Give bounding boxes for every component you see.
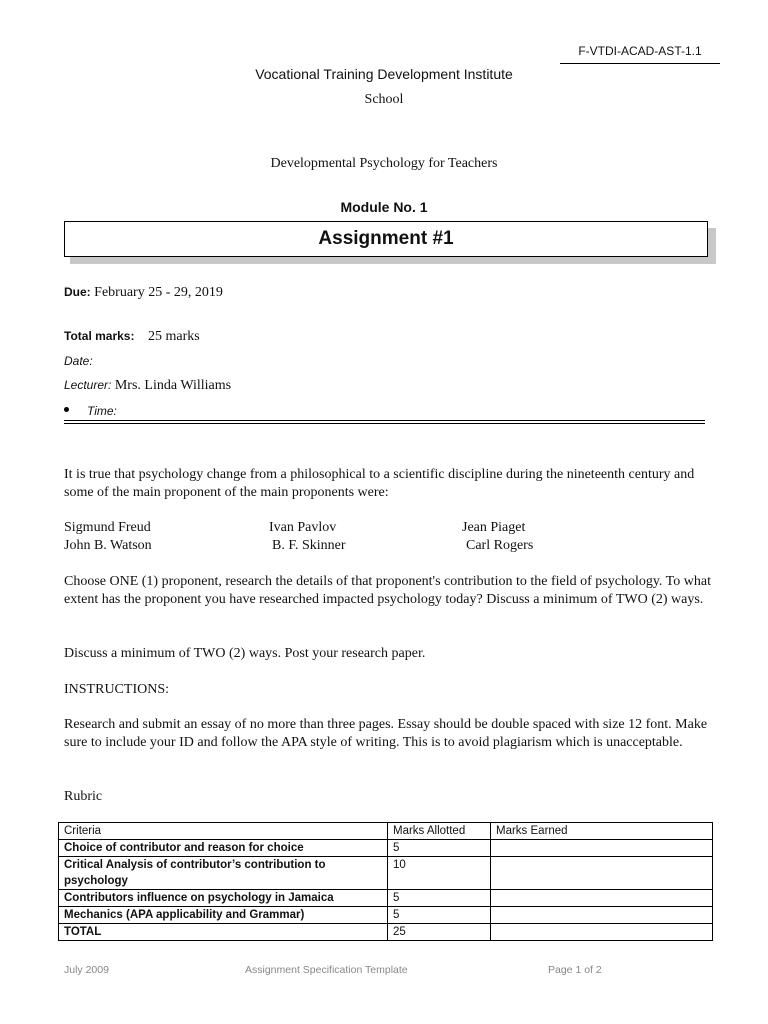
lecturer-label: Lecturer: <box>64 378 112 392</box>
proponent-name: Carl Rogers <box>466 538 534 553</box>
lecturer-field <box>64 378 231 394</box>
divider-line <box>64 420 705 421</box>
column-header: Marks Allotted <box>388 823 491 840</box>
course-title: Developmental Psychology for Teachers <box>270 156 498 171</box>
table-header-row <box>59 823 713 840</box>
rubric-table <box>58 822 713 941</box>
footer-page-number: Page 1 of 2 <box>548 964 602 976</box>
criteria-cell: Choice of contributor and reason for choice <box>59 840 388 857</box>
earned-cell <box>491 840 713 857</box>
due-value: February 25 - 29, 2019 <box>94 285 223 300</box>
intro-paragraph: It is true that psychology change from a philosophical to a scientific discipline during the nineteenth century and some of the main proponent of the main proponents were: <box>64 467 695 500</box>
proponent-name: Sigmund Freud <box>64 520 151 535</box>
criteria-cell: TOTAL <box>59 924 388 941</box>
earned-cell <box>491 857 713 890</box>
footer-date: July 2009 <box>64 964 109 976</box>
proponent-name: B. F. Skinner <box>272 538 346 553</box>
allotted-cell: 5 <box>388 907 491 924</box>
due-field <box>64 285 223 301</box>
table-row <box>59 840 713 857</box>
proponent-name: Ivan Pavlov <box>269 520 337 535</box>
time-label: Time: <box>87 404 117 418</box>
earned-cell <box>491 907 713 924</box>
module-number: Module No. 1 <box>340 199 428 215</box>
instructions-paragraph: Research and submit an essay of no more than three pages. Essay should be double spaced with size 12 font. Make sure to include your ID and follow the APA style of writing. This is to avoid plagiarism which is unacceptable. <box>64 717 708 750</box>
school-name: School <box>364 92 404 107</box>
table-row <box>59 924 713 941</box>
bullet-icon <box>64 407 69 412</box>
date-field <box>64 354 93 370</box>
due-label: Due: <box>64 285 91 299</box>
institute-name: Vocational Training Development Institute <box>255 66 513 82</box>
allotted-cell: 5 <box>388 840 491 857</box>
table-row <box>59 857 713 890</box>
allotted-cell: 25 <box>388 924 491 941</box>
form-code: F-VTDI-ACAD-AST-1.1 <box>578 44 702 58</box>
column-header: Criteria <box>59 823 388 840</box>
allotted-cell: 10 <box>388 857 491 890</box>
proponent-name: Jean Piaget <box>462 520 526 535</box>
lecturer-value: Mrs. Linda Williams <box>114 378 232 393</box>
task-paragraph: Choose ONE (1) proponent, research the details of that proponent's contribution to the field of psychology. To what extent has the proponent you have researched impacted psychology today? Discuss a minimum of TWO (2) ways. <box>64 574 711 607</box>
date-label: Date: <box>64 354 93 368</box>
total-marks-field <box>64 329 200 345</box>
form-code-underline <box>560 63 720 64</box>
table-row <box>59 907 713 924</box>
table-row <box>59 890 713 907</box>
task-summary: Discuss a minimum of TWO (2) ways. Post your research paper. <box>64 646 426 661</box>
instructions-heading: INSTRUCTIONS: <box>64 682 170 697</box>
total-marks-label: Total marks: <box>64 329 135 343</box>
footer-template-name: Assignment Specification Template <box>245 964 408 976</box>
rubric-heading: Rubric <box>64 789 103 804</box>
earned-cell <box>491 924 713 941</box>
proponent-name: John B. Watson <box>64 538 152 553</box>
column-header: Marks Earned <box>491 823 713 840</box>
divider-line-double <box>64 423 705 424</box>
assignment-title: Assignment #1 <box>318 228 454 249</box>
total-marks-value: 25 marks <box>147 329 200 344</box>
earned-cell <box>491 890 713 907</box>
criteria-cell: Mechanics (APA applicability and Grammar) <box>59 907 388 924</box>
criteria-cell: Contributors influence on psychology in Jamaica <box>59 890 388 907</box>
criteria-cell: Critical Analysis of contributor’s contribution to psychology <box>59 857 388 890</box>
assignment-title-box <box>64 221 708 257</box>
allotted-cell: 5 <box>388 890 491 907</box>
